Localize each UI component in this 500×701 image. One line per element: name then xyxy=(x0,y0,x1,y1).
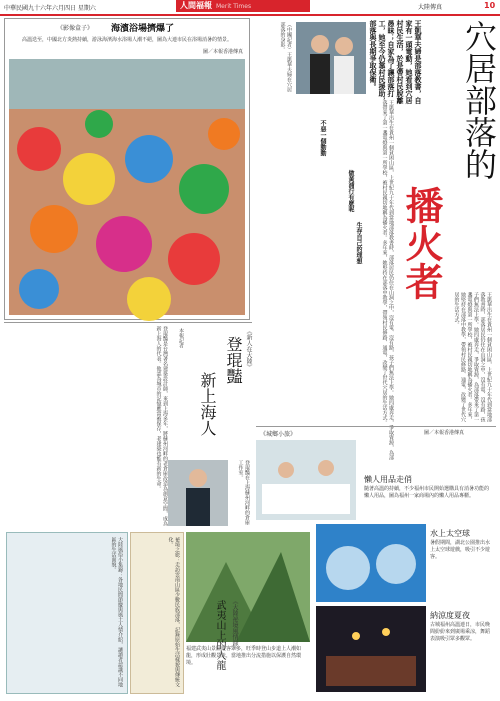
main-story-body-cont: 王凱華出生在貴州一個貧困山區，上世紀九十年代到當地部落教書時，部落居民仍住在山洞之中，沒有電、沒有路，孩子們無法上學。她四處奔走，爭取資源，為部落帶來了第一盞電燈與第一所學校，被村民親切地稱為播火者。多年來，她堅持在部落中教學，帶領村民修路、通電，改變了世代穴居的生活方式。 xyxy=(453,292,492,422)
space-ball-photo xyxy=(316,524,426,602)
newspaper-brand: 人間福報 Merit Times xyxy=(176,0,310,12)
divider-people xyxy=(4,322,252,323)
water-ball-image xyxy=(316,524,426,602)
people-kicker: 《新人在大陸》 xyxy=(245,328,252,370)
people-story-photo xyxy=(168,460,228,526)
beach-crowd-image xyxy=(9,59,245,315)
item-2-title: 水上太空球 xyxy=(430,529,470,538)
main-photo-caption: （中國記者）王凱華夫婦在穴居部落的身影。 xyxy=(279,22,292,92)
wuyi-photo xyxy=(186,532,310,642)
couple-portrait-image xyxy=(296,22,366,94)
folk-body: 福建武夷山景區遊客眾多，旺季時登山步道上人潮如龍，形成壯觀景象，當地推出分流措施以保護自然環境。 xyxy=(186,646,302,666)
beach-credit: 圖／本報香港傳真 xyxy=(202,49,243,55)
folk-kicker: 《大陸祕境風情錄》 xyxy=(231,598,238,652)
subhead-2: 做黃浦行有麽呢 xyxy=(347,170,354,212)
sidebar-header xyxy=(256,426,496,439)
beach-crowd-photo xyxy=(9,59,245,315)
store-counter-image xyxy=(256,440,356,520)
beach-kicker: 《影像盒子》 xyxy=(57,25,94,32)
night-dance-image xyxy=(316,606,426,692)
bottom-box-1-text: 大陸風俗小集錦：各地民間節慶與風土人情介紹，讓讀者認識不同地區的生活面貌。 xyxy=(110,537,123,687)
main-story-title-1: 穴居部落的 xyxy=(460,20,498,180)
subhead-1: 不惡一個動動 xyxy=(319,120,326,156)
lazy-goods-photo xyxy=(256,440,356,520)
bottom-box-2 xyxy=(130,532,184,694)
subhead-3: 生存自己的理想 xyxy=(355,222,362,264)
item-3-title: 納涼度夏夜 xyxy=(430,611,470,620)
people-photo-caption: 登琨豔在上海蘇州河畔的倉庫工作室。 xyxy=(237,460,250,525)
summer-night-photo xyxy=(316,606,426,692)
folk-title: 武夷山上的人龍 xyxy=(214,600,225,670)
main-story-body: 王凱華出生在貴州一個貧困山區，上世紀九十年代到當地部落教書時，部落居民仍住在山洞之中，沒有電、沒有路，孩子們無法上學。她四處奔走，爭取資源，為部落帶來了第一盞電燈與第一所學校，被村民親切地稱為播火者。多年來，她堅持在部落中教學，帶領村民修路、通電，改變了世代穴居的生活方式。 xyxy=(381,100,394,460)
beach-summary: 高溫迭至，中國北方炎熱持續，游泳海濱海水浴場人潮不絕，圖為大連市民在浴場消暑的情景。 xyxy=(21,37,232,43)
item-2-body: 暑假期間，湖北公園推出水上太空球遊戲，吸引不少遊客。 xyxy=(430,540,491,560)
section-name: 大陸傳真 xyxy=(418,4,443,11)
beach-title: 海濱浴場擠爆了 xyxy=(111,24,175,34)
bottom-box-1 xyxy=(6,532,128,694)
people-title-2: 新上海人 xyxy=(198,372,217,436)
item-1-title: 懶人用品走俏 xyxy=(364,475,412,484)
people-byline: 本報記者 xyxy=(178,328,184,348)
architect-portrait-image xyxy=(168,460,228,526)
item-3-body: 古城福州高溫連日，市民晚間紛紛來到廣場乘涼，舞蹈表演吸引眾多觀眾。 xyxy=(430,622,491,642)
page-number: 10 xyxy=(484,1,496,10)
main-story-title-2: 播火者 xyxy=(399,186,444,300)
date-line: 中華民國九十六年六月四日 星期六 xyxy=(4,5,96,12)
bottom-box-2-text: 祕境之旅：走訪雲南山區少數民族部落，記錄原始生活樣貌與傳統文化。 xyxy=(167,537,180,687)
mountain-crowd-image xyxy=(186,532,310,642)
sidebar-kicker: 《城鄉小旅》 xyxy=(260,431,297,438)
sidebar-credit: 圖／本報香港傳真 xyxy=(424,430,465,436)
people-title-1: 登琨豔 xyxy=(224,336,243,384)
people-story-body: 登琨豔是台灣著名建築設計師，來到上海多年，將蘇州河畔的老倉庫改造為創意空間，成為新上海人的代表。他認為城市的記憶應當被保存，老建築也能有新的生命。 xyxy=(155,326,168,526)
main-story-lede: 王凱華夫婦是部落教書，自家有一頭電動，她看到穴居村民生活，於是帶村民脫離愚昧；自家為了讓部落打工，她至今仍靠村民援助，部落與長期爭取保衛。 xyxy=(369,20,422,104)
item-1-body: 隨著高溫的持續，不少福州市民開始選購具有消暑功能的懶人用品，圖為福州一家商場內的懶人用品專櫃。 xyxy=(364,486,490,499)
main-story-photo xyxy=(296,22,366,94)
beach-story xyxy=(4,18,250,320)
brand-english: Merit Times xyxy=(216,3,252,10)
